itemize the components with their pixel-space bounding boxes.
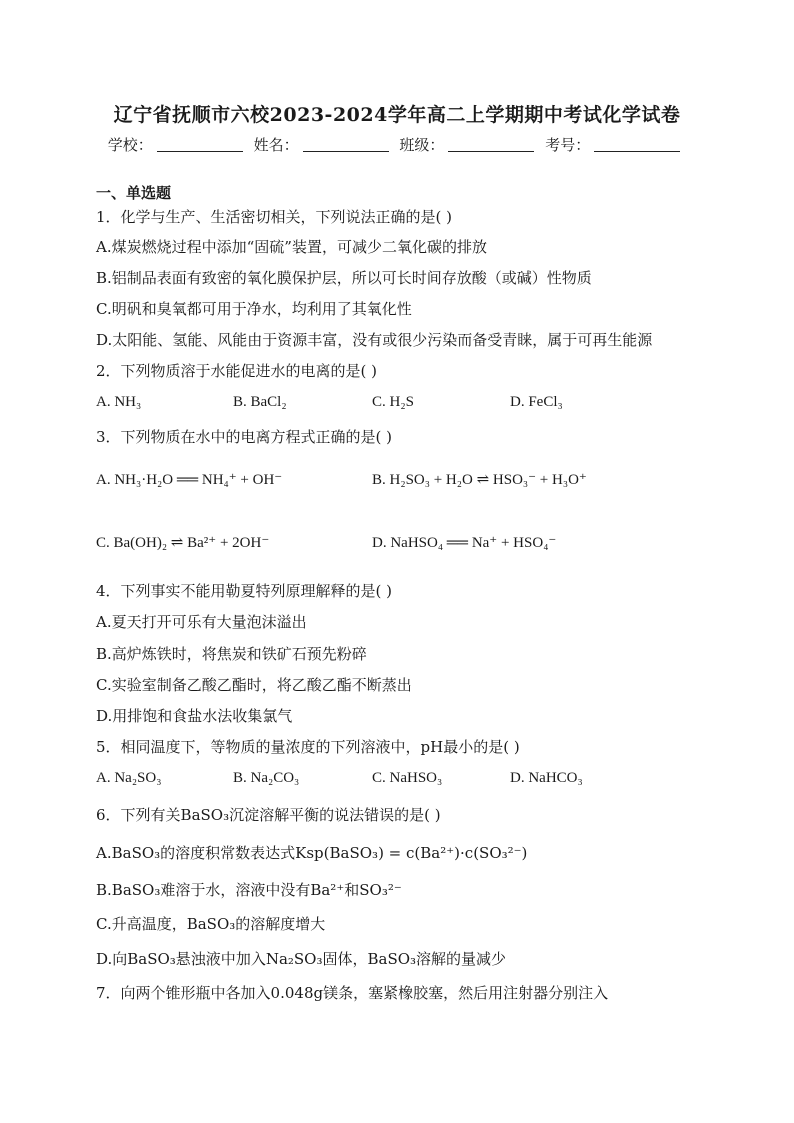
q2-option-a: A. NH₃	[96, 394, 142, 410]
section-single-choice: 一、单选题	[96, 184, 172, 202]
id-blank[interactable]	[594, 151, 680, 152]
class-blank[interactable]	[448, 151, 534, 152]
exam-title: 辽宁省抚顺市六校2023-2024学年高二上学期期中考试化学试卷	[113, 104, 681, 126]
q2-option-b: B. BaCl₂	[233, 394, 287, 410]
q5-option-c: C. NaHSO₃	[372, 770, 443, 786]
q5-option-a: A. Na₂SO₃	[96, 770, 162, 786]
q6-stem: 6．下列有关BaSO₃沉淀溶解平衡的说法错误的是( )	[96, 806, 441, 824]
q1-option-c: C.明矾和臭氧都可用于净水，均利用了其氧化性	[96, 300, 412, 318]
q6-option-a: A.BaSO₃的溶度积常数表达式Ksp(BaSO₃) = c(Ba²⁺)·c(SO₃²⁻)	[96, 844, 528, 862]
q5-option-b: B. Na₂CO₃	[233, 770, 300, 786]
q3-option-a: A. NH₃·H₂O ══ NH₄⁺ + OH⁻	[96, 472, 283, 488]
q4-option-a: A.夏天打开可乐有大量泡沫溢出	[96, 613, 307, 631]
q3-option-d: D. NaHSO₄ ══ Na⁺ + HSO₄⁻	[372, 535, 557, 551]
q6-option-c: C.升高温度，BaSO₃的溶解度增大	[96, 915, 326, 933]
q4-option-b: B.高炉炼铁时，将焦炭和铁矿石预先粉碎	[96, 645, 367, 663]
school-label: 学校：	[107, 136, 153, 154]
q3-option-c: C. Ba(OH)₂ ⇌ Ba²⁺ + 2OH⁻	[96, 535, 270, 551]
q2-stem: 2．下列物质溶于水能促进水的电离的是( )	[96, 362, 378, 380]
q5-stem: 5．相同温度下，等物质的量浓度的下列溶液中，pH最小的是( )	[96, 738, 520, 756]
q2-option-d: D. FeCl₃	[510, 394, 563, 410]
q6-option-d: D.向BaSO₃悬浊液中加入Na₂SO₃固体，BaSO₃溶解的量减少	[96, 950, 507, 968]
student-info-row	[0, 134, 794, 155]
q3-stem: 3．下列物质在水中的电离方程式正确的是( )	[96, 428, 393, 446]
q4-stem: 4．下列事实不能用勒夏特列原理解释的是( )	[96, 582, 393, 600]
q5-option-d: D. NaHCO₃	[510, 770, 583, 786]
name-label: 姓名：	[253, 136, 299, 154]
school-blank[interactable]	[157, 151, 243, 152]
q1-option-b: B.铝制品表面有致密的氧化膜保护层，所以可长时间存放酸（或碱）性物质	[96, 269, 592, 287]
q4-option-d: D.用排饱和食盐水法收集氯气	[96, 707, 293, 725]
q2-option-c: C. H₂S	[372, 394, 414, 410]
q3-option-b: B. H₂SO₃ + H₂O ⇌ HSO₃⁻ + H₃O⁺	[372, 472, 587, 488]
q1-option-a: A.煤炭燃烧过程中添加“固硫”装置，可减少二氧化碳的排放	[96, 238, 487, 256]
q6-option-b: B.BaSO₃难溶于水，溶液中没有Ba²⁺和SO₃²⁻	[96, 881, 402, 899]
name-blank[interactable]	[303, 151, 389, 152]
q4-option-c: C.实验室制备乙酸乙酯时，将乙酸乙酯不断蒸出	[96, 676, 412, 694]
class-label: 班级：	[399, 136, 445, 154]
q1-stem: 1．化学与生产、生活密切相关，下列说法正确的是( )	[96, 208, 453, 226]
q1-option-d: D.太阳能、氢能、风能由于资源丰富，没有或很少污染而备受青睐，属于可再生能源	[96, 331, 653, 349]
id-label: 考号：	[545, 136, 591, 154]
q7-stem: 7．向两个锥形瓶中各加入0.048g镁条，塞紧橡胶塞，然后用注射器分别注入	[96, 984, 609, 1002]
